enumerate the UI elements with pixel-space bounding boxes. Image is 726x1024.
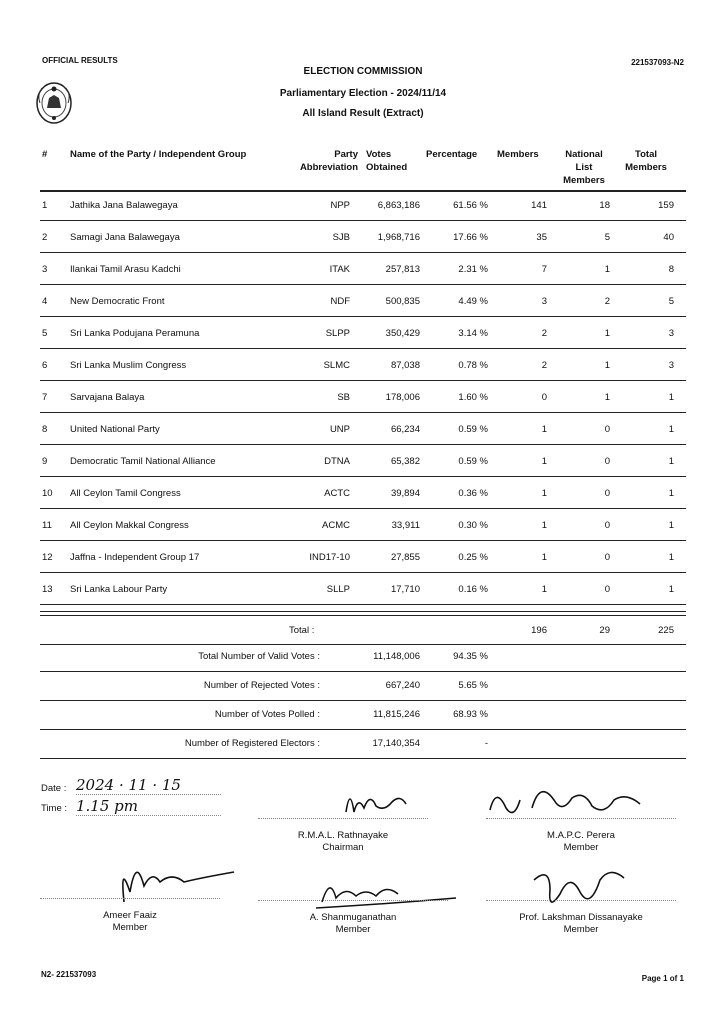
cell-abbr: NDF xyxy=(330,296,350,307)
cell-pct: 0.30 % xyxy=(458,520,488,531)
total-rule-bottom xyxy=(40,644,686,645)
cell-pct: 61.56 % xyxy=(453,200,488,211)
page-number: Page 1 of 1 xyxy=(641,974,684,983)
summary-votes: 667,240 xyxy=(385,680,420,691)
cell-abbr: SB xyxy=(337,392,350,403)
cell-votes: 87,038 xyxy=(390,360,420,371)
cell-votes: 39,894 xyxy=(390,488,420,499)
cell-name: All Ceylon Makkal Congress xyxy=(70,520,189,531)
cell-pct: 0.59 % xyxy=(458,456,488,467)
row-divider xyxy=(40,348,686,349)
cell-national: 0 xyxy=(604,456,610,467)
cell-name: United National Party xyxy=(70,424,160,435)
cell-num: 11 xyxy=(42,520,52,531)
cell-total: 1 xyxy=(668,552,674,563)
cell-abbr: ITAK xyxy=(329,264,350,275)
cell-name: Sarvajana Balaya xyxy=(70,392,145,403)
signature-line-chairman xyxy=(258,818,428,819)
cell-members: 1 xyxy=(541,488,547,499)
signatory-name-1: R.M.A.L. Rathnayake xyxy=(297,830,389,841)
summary-label: Total Number of Valid Votes : xyxy=(198,651,320,662)
signatory-name-5: Prof. Lakshman Dissanayake xyxy=(519,912,643,923)
row-divider xyxy=(40,284,686,285)
row-divider xyxy=(40,476,686,477)
row-divider xyxy=(40,604,686,605)
signature-line-shanmuganathan xyxy=(258,900,448,901)
cell-national: 0 xyxy=(604,488,610,499)
cell-abbr: SLLP xyxy=(326,584,350,595)
row-divider xyxy=(40,508,686,509)
cell-total: 3 xyxy=(668,328,674,339)
cell-pct: 0.16 % xyxy=(458,584,488,595)
cell-national: 0 xyxy=(604,584,610,595)
cell-members: 1 xyxy=(541,552,547,563)
col-header-votes: Votes Obtained xyxy=(366,149,408,173)
cell-votes: 350,429 xyxy=(385,328,420,339)
cell-votes: 500,835 xyxy=(385,296,420,307)
cell-name: Jathika Jana Balawegaya xyxy=(70,200,178,211)
cell-total: 3 xyxy=(668,360,674,371)
cell-members: 141 xyxy=(531,200,547,211)
cell-pct: 0.36 % xyxy=(458,488,488,499)
cell-total: 1 xyxy=(668,584,674,595)
cell-num: 12 xyxy=(42,552,53,563)
cell-total: 1 xyxy=(668,520,674,531)
cell-total: 8 xyxy=(668,264,674,275)
cell-votes: 178,006 xyxy=(385,392,420,403)
cell-num: 1 xyxy=(42,200,48,211)
date-label: Date : xyxy=(41,783,67,794)
footer-reference: N2- 221537093 xyxy=(41,970,97,979)
cell-num: 13 xyxy=(42,584,53,595)
cell-name: Jaffna - Independent Group 17 xyxy=(70,552,200,563)
cell-num: 7 xyxy=(42,392,48,403)
col-header-num: # xyxy=(42,149,48,160)
election-title: Parliamentary Election - 2024/11/14 xyxy=(279,88,447,99)
cell-num: 9 xyxy=(42,456,48,467)
cell-pct: 17.66 % xyxy=(453,232,488,243)
cell-total: 40 xyxy=(663,232,674,243)
time-value: 1.15 pm xyxy=(76,797,221,816)
summary-divider xyxy=(40,758,686,759)
cell-abbr: DTNA xyxy=(324,456,350,467)
cell-votes: 257,813 xyxy=(385,264,420,275)
row-divider xyxy=(40,316,686,317)
cell-members: 35 xyxy=(536,232,547,243)
cell-pct: 3.14 % xyxy=(458,328,488,339)
cell-total: 1 xyxy=(668,456,674,467)
signatory-role-1: Chairman xyxy=(322,842,364,853)
cell-num: 2 xyxy=(42,232,48,243)
cell-name: All Ceylon Tamil Congress xyxy=(70,488,181,499)
col-header-national-list: National List Members xyxy=(563,149,605,186)
total-label: Total : xyxy=(289,625,315,636)
cell-national: 0 xyxy=(604,520,610,531)
col-header-name: Name of the Party / Independent Group xyxy=(70,149,247,160)
row-divider xyxy=(40,252,686,253)
cell-total: 1 xyxy=(668,488,674,499)
signatory-name-4: A. Shanmuganathan xyxy=(309,912,397,923)
cell-members: 1 xyxy=(541,584,547,595)
cell-name: New Democratic Front xyxy=(70,296,165,307)
cell-num: 5 xyxy=(42,328,48,339)
signatory-role-5: Member xyxy=(563,924,599,935)
cell-national: 1 xyxy=(604,264,610,275)
cell-votes: 1,968,716 xyxy=(377,232,420,243)
signatory-role-2: Member xyxy=(563,842,599,853)
signature-line-perera xyxy=(486,818,676,819)
cell-total: 1 xyxy=(668,392,674,403)
cell-num: 6 xyxy=(42,360,48,371)
cell-abbr: UNP xyxy=(329,424,350,435)
time-label: Time : xyxy=(41,803,68,814)
cell-name: Sri Lanka Muslim Congress xyxy=(70,360,187,371)
cell-votes: 33,911 xyxy=(391,520,420,531)
cell-name: Sri Lanka Podujana Peramuna xyxy=(70,328,200,339)
total-rule-top-2 xyxy=(40,615,686,616)
cell-votes: 65,382 xyxy=(390,456,420,467)
cell-abbr: ACMC xyxy=(322,520,350,531)
row-divider xyxy=(40,572,686,573)
cell-pct: 0.25 % xyxy=(458,552,488,563)
cell-abbr: SJB xyxy=(332,232,350,243)
col-header-members: Members xyxy=(497,149,539,160)
cell-num: 8 xyxy=(42,424,48,435)
signature-faaiz xyxy=(100,852,240,917)
total-national: 29 xyxy=(599,625,610,636)
cell-national: 2 xyxy=(604,296,610,307)
summary-votes: 17,140,354 xyxy=(372,738,420,749)
signatory-name-2: M.A.P.C. Perera xyxy=(547,830,615,841)
cell-national: 0 xyxy=(604,424,610,435)
summary-pct: - xyxy=(484,738,488,749)
cell-members: 2 xyxy=(541,360,547,371)
cell-votes: 17,710 xyxy=(390,584,420,595)
summary-label: Number of Registered Electors : xyxy=(184,738,320,749)
cell-total: 159 xyxy=(658,200,674,211)
col-header-abbr: Party Abbreviation xyxy=(299,149,358,173)
reference-id: 221537093-N2 xyxy=(631,58,684,67)
summary-divider xyxy=(40,729,686,730)
header-rule xyxy=(40,190,686,192)
cell-members: 1 xyxy=(541,520,547,531)
row-divider xyxy=(40,412,686,413)
row-divider xyxy=(40,540,686,541)
signatory-name-3: Ameer Faaiz xyxy=(103,910,157,921)
row-divider xyxy=(40,380,686,381)
signatory-role-4: Member xyxy=(335,924,371,935)
cell-abbr: SLMC xyxy=(323,360,350,371)
result-subtitle: All Island Result (Extract) xyxy=(302,108,424,119)
cell-votes: 27,855 xyxy=(390,552,420,563)
cell-national: 1 xyxy=(604,392,610,403)
cell-pct: 0.78 % xyxy=(458,360,488,371)
summary-votes: 11,815,246 xyxy=(373,709,420,720)
cell-total: 5 xyxy=(668,296,674,307)
cell-pct: 2.31 % xyxy=(458,264,488,275)
summary-divider xyxy=(40,700,686,701)
summary-pct: 5.65 % xyxy=(458,680,488,691)
total-members: 196 xyxy=(531,625,547,636)
summary-pct: 68.93 % xyxy=(453,709,488,720)
col-header-total-members: Total Members xyxy=(625,149,667,173)
col-header-percentage: Percentage xyxy=(426,149,478,160)
cell-abbr: NPP xyxy=(330,200,350,211)
row-divider xyxy=(40,444,686,445)
total-members-all: 225 xyxy=(658,625,674,636)
cell-name: Sri Lanka Labour Party xyxy=(70,584,168,595)
cell-num: 10 xyxy=(42,488,53,499)
date-value: 2024 · 11 · 15 xyxy=(76,776,221,795)
cell-national: 1 xyxy=(604,360,610,371)
cell-members: 1 xyxy=(541,456,547,467)
summary-pct: 94.35 % xyxy=(453,651,488,662)
cell-total: 1 xyxy=(668,424,674,435)
cell-abbr: ACTC xyxy=(324,488,350,499)
summary-divider xyxy=(40,671,686,672)
cell-votes: 66,234 xyxy=(390,424,420,435)
signature-perera xyxy=(480,780,660,835)
cell-members: 2 xyxy=(541,328,547,339)
cell-votes: 6,863,186 xyxy=(377,200,420,211)
cell-num: 3 xyxy=(42,264,48,275)
official-results-label: OFFICIAL RESULTS xyxy=(42,56,118,65)
cell-abbr: SLPP xyxy=(325,328,350,339)
cell-national: 18 xyxy=(599,200,610,211)
total-rule-top xyxy=(40,611,686,612)
cell-national: 0 xyxy=(604,552,610,563)
cell-members: 1 xyxy=(541,424,547,435)
cell-name: Democratic Tamil National Alliance xyxy=(70,456,216,467)
summary-votes: 11,148,006 xyxy=(373,651,420,662)
signature-line-dissanayake xyxy=(486,900,676,901)
cell-num: 4 xyxy=(42,296,48,307)
row-divider xyxy=(40,220,686,221)
cell-pct: 1.60 % xyxy=(458,392,488,403)
cell-members: 3 xyxy=(541,296,547,307)
summary-label: Number of Votes Polled : xyxy=(214,709,320,720)
cell-national: 5 xyxy=(604,232,610,243)
organization-title: ELECTION COMMISSION xyxy=(303,66,423,77)
cell-members: 0 xyxy=(541,392,547,403)
signature-chairman xyxy=(340,782,420,827)
cell-name: Samagi Jana Balawegaya xyxy=(70,232,180,243)
cell-members: 7 xyxy=(541,264,547,275)
signatory-role-3: Member xyxy=(112,922,148,933)
emblem-icon xyxy=(34,80,74,126)
summary-label: Number of Rejected Votes : xyxy=(203,680,320,691)
signature-line-faaiz xyxy=(40,898,220,899)
cell-pct: 4.49 % xyxy=(458,296,488,307)
cell-abbr: IND17-10 xyxy=(309,552,350,563)
cell-name: Ilankai Tamil Arasu Kadchi xyxy=(70,264,181,275)
cell-national: 1 xyxy=(604,328,610,339)
cell-pct: 0.59 % xyxy=(458,424,488,435)
